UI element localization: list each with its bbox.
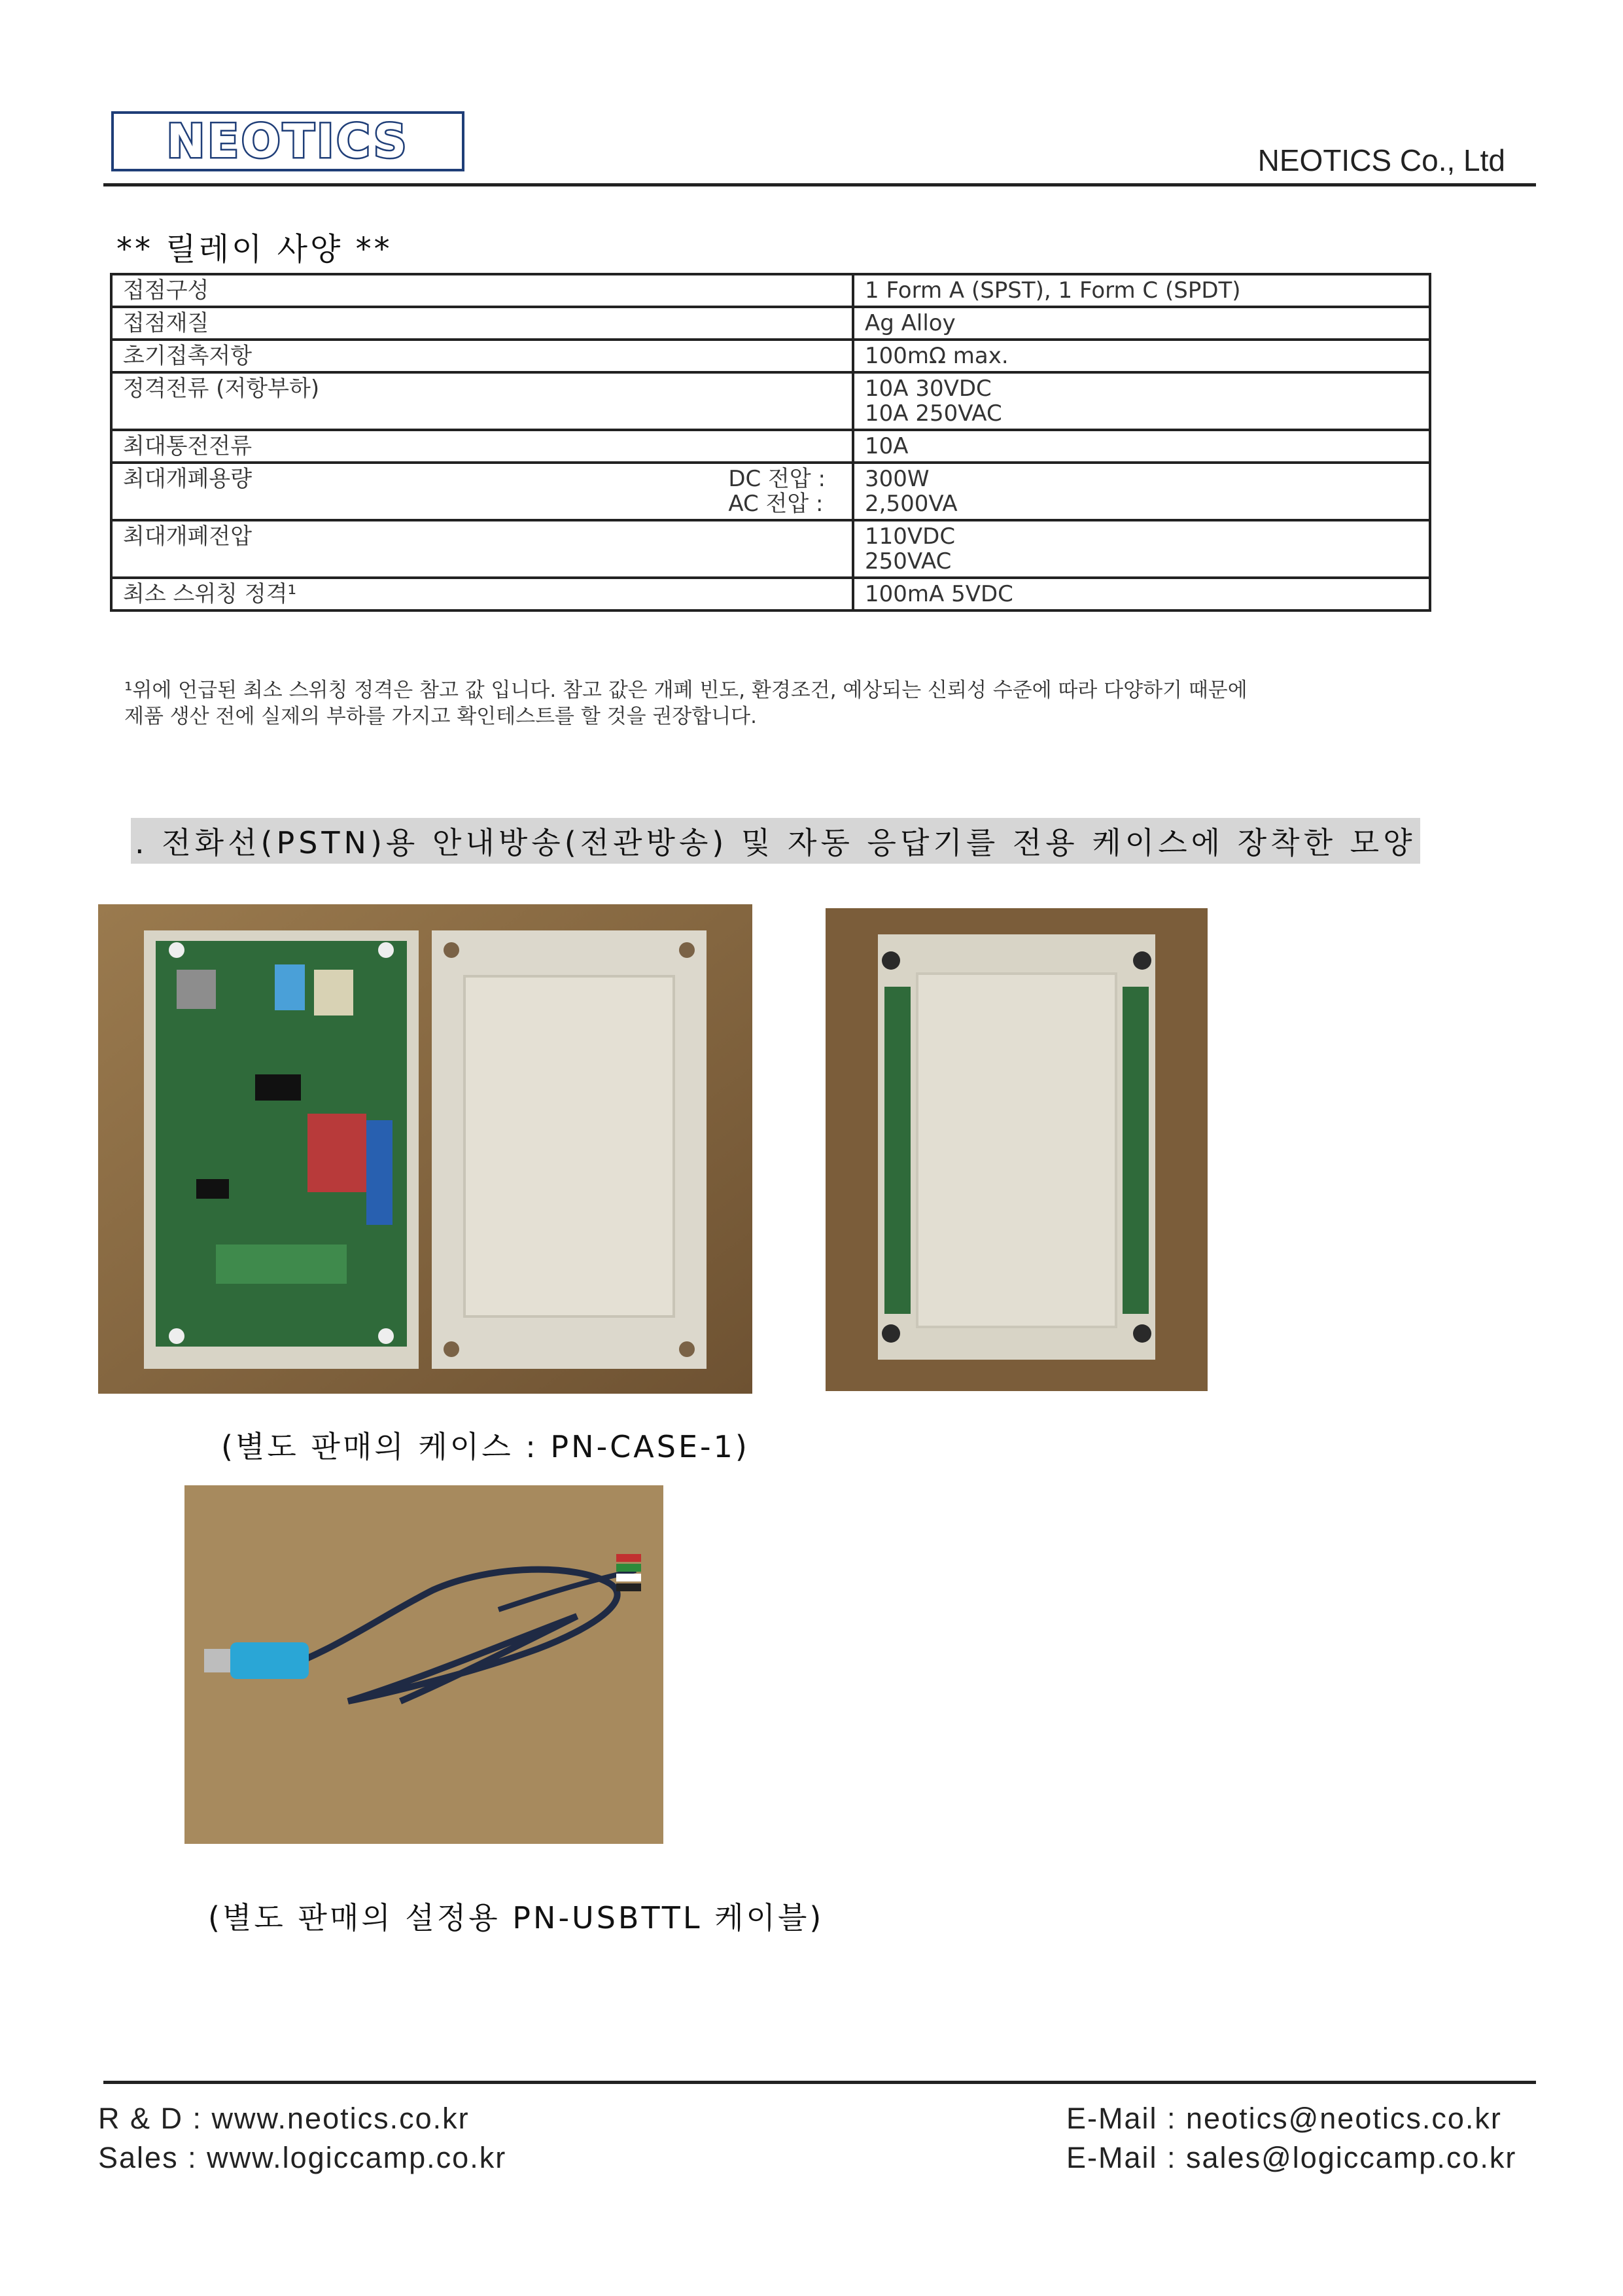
pcb-and-case-photo xyxy=(98,904,752,1394)
spec-label-cell xyxy=(111,430,853,463)
spec-sublabel-line: DC 전압 : xyxy=(728,466,826,492)
spec-row xyxy=(111,463,1430,520)
spec-value-cell xyxy=(853,463,1430,520)
relay-spec-note xyxy=(124,677,1433,730)
spec-label: 정격전류 (저항부하) xyxy=(123,376,320,402)
spec-label: 최소 스위칭 정격¹ xyxy=(123,581,297,607)
spec-value-cell xyxy=(853,578,1430,610)
spec-label-cell xyxy=(111,340,853,372)
spec-value: 100mΩ max. xyxy=(865,343,1009,369)
spec-value: 10A 250VAC xyxy=(865,400,1002,427)
spec-label: 최대통전전류 xyxy=(123,433,253,459)
spec-row xyxy=(111,307,1430,340)
relay-spec-table xyxy=(110,273,1431,612)
spec-label: 초기접촉저항 xyxy=(123,343,253,369)
note-line-1: ¹위에 언급된 최소 스위칭 정격은 참고 값 입니다. 참고 값은 개폐 빈도, 환경조건, 예상되는 신뢰성 수준에 따라 다양하기 때문에 xyxy=(124,679,1248,702)
spec-value: 10A xyxy=(865,433,909,459)
spec-row xyxy=(111,520,1430,578)
spec-value: 250VAC xyxy=(865,548,952,574)
spec-row xyxy=(111,340,1430,372)
note-line-2: 제품 생산 전에 실제의 부하를 가지고 확인테스트를 할 것을 권장합니다. xyxy=(124,705,757,728)
case-section-caption: . 전화선(PSTN)용 안내방송(전관방송) 및 자동 응답기를 전용 케이스에 장착한 모양 xyxy=(131,818,1420,864)
spec-value-cell xyxy=(853,372,1430,430)
spec-value-cell xyxy=(853,340,1430,372)
logo-text: NEOTICS xyxy=(166,115,410,168)
spec-row xyxy=(111,578,1430,610)
case-caption: (별도 판매의 케이스 : PN-CASE-1) xyxy=(221,1429,750,1464)
footer-email-sales[interactable]: E-Mail : sales@logiccamp.co.kr xyxy=(1066,2141,1517,2174)
spec-label-cell xyxy=(111,372,853,430)
spec-label-cell xyxy=(111,578,853,610)
spec-label-cell xyxy=(111,520,853,578)
footer-email-neotics[interactable]: E-Mail : neotics@neotics.co.kr xyxy=(1066,2102,1502,2135)
spec-value-cell xyxy=(853,520,1430,578)
spec-value: 2,500VA xyxy=(865,491,958,517)
spec-value: Ag Alloy xyxy=(865,310,956,336)
spec-label: 접점재질 xyxy=(123,310,209,336)
spec-value-cell xyxy=(853,274,1430,307)
spec-value: 300W xyxy=(865,466,930,492)
spec-value: 100mA 5VDC xyxy=(865,581,1013,607)
spec-sublabel-line: AC 전압 : xyxy=(728,491,824,517)
header-rule xyxy=(103,183,1536,186)
closed-case-photo xyxy=(826,908,1208,1391)
spec-sublabel xyxy=(728,467,826,516)
spec-row xyxy=(111,372,1430,430)
spec-label: 최대개폐전압 xyxy=(123,523,253,550)
relay-spec-title: ** 릴레이 사양 ** xyxy=(116,231,393,268)
cable-caption: (별도 판매의 설정용 PN-USBTTL 케이블) xyxy=(208,1900,824,1935)
footer-rd-link[interactable]: R & D : www.neotics.co.kr xyxy=(98,2102,470,2135)
spec-value-cell xyxy=(853,307,1430,340)
neotics-logo xyxy=(111,111,464,171)
spec-label: 최대개폐용량 xyxy=(123,466,253,492)
spec-value: 1 Form A (SPST), 1 Form C (SPDT) xyxy=(865,277,1241,304)
spec-label: 접점구성 xyxy=(123,277,209,304)
spec-value: 10A 30VDC xyxy=(865,376,992,402)
usbttl-cable-photo xyxy=(184,1485,663,1844)
spec-label-cell xyxy=(111,307,853,340)
spec-label-cell xyxy=(111,463,853,520)
spec-value: 110VDC xyxy=(865,523,956,550)
spec-value-cell xyxy=(853,430,1430,463)
footer-sales-link[interactable]: Sales : www.logiccamp.co.kr xyxy=(98,2141,507,2174)
footer-right xyxy=(1066,2099,1516,2178)
spec-row xyxy=(111,430,1430,463)
spec-row xyxy=(111,274,1430,307)
footer-left xyxy=(98,2099,506,2178)
spec-label-cell xyxy=(111,274,853,307)
company-name: NEOTICS Co., Ltd xyxy=(1257,143,1505,177)
footer-rule xyxy=(103,2081,1536,2084)
